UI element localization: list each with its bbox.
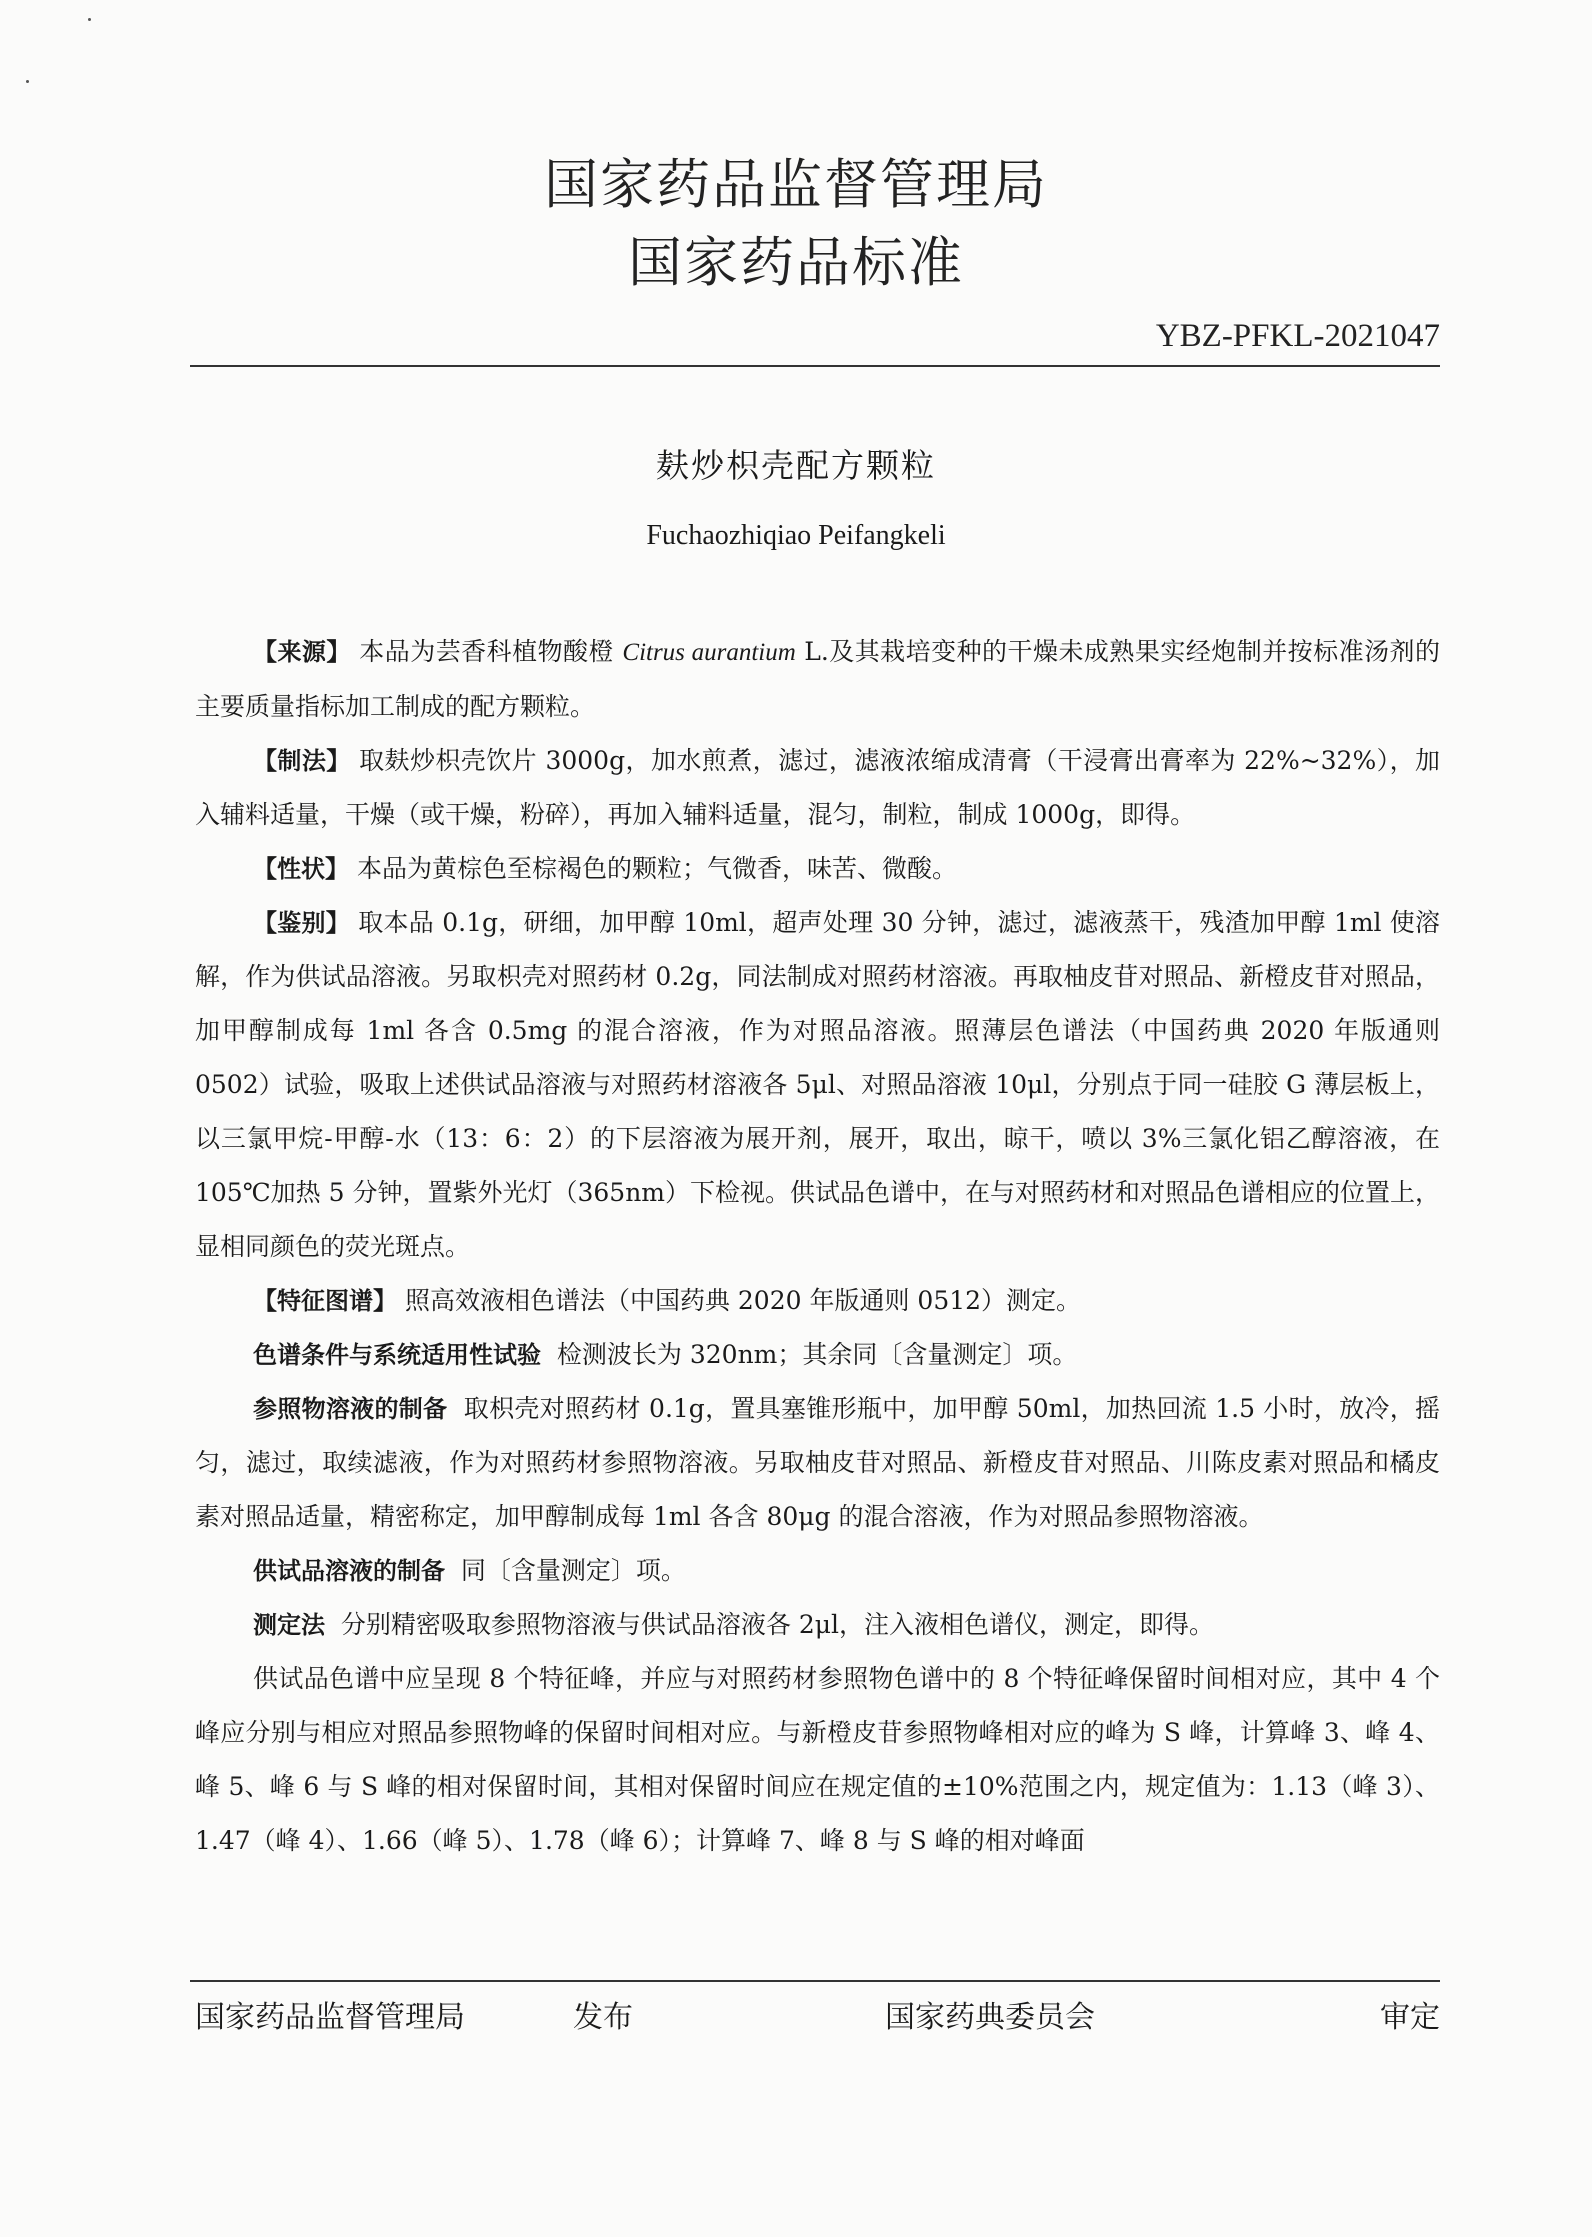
- footer-divider: [190, 1980, 1440, 1982]
- scan-speck: [26, 80, 29, 83]
- subsection-assay: [195, 1598, 1440, 1652]
- reviewer-name: 国家药典委员会: [885, 2000, 1095, 2035]
- section-identification: [195, 896, 1440, 1274]
- section-text: 照高效液相色谱法（中国药典 2020 年版通则 0512）测定。: [404, 1286, 1082, 1315]
- document-body: [195, 625, 1440, 1868]
- standard-type: 国家药品标准: [628, 231, 964, 294]
- subsection-label: 色谱条件与系统适用性试验: [253, 1341, 541, 1369]
- section-text: 本品为黄棕色至棕褐色的颗粒；气微香，味苦、微酸。: [356, 854, 957, 883]
- section-text: 取麸炒枳壳饮片 3000g，加水煎煮，滤过，滤液浓缩成清膏（干浸膏出膏率为 22%~32%），加入辅料适量，干燥（或干燥，粉碎），再加入辅料适量，混匀，制粒，制成 1000g，即得。: [195, 746, 1440, 829]
- subsection-reference-prep: [195, 1382, 1440, 1544]
- subsection-conditions: [195, 1328, 1440, 1382]
- subsection-text: 分别精密吸取参照物溶液与供试品溶液各 2μl，注入液相色谱仪，测定，即得。: [340, 1610, 1215, 1639]
- product-title-en: Fuchaozhiqiao Peifangkeli: [646, 520, 946, 551]
- product-title-cn: 麸炒枳壳配方颗粒: [656, 446, 936, 485]
- subsection-label: 参照物溶液的制备: [253, 1395, 448, 1423]
- publisher-name: 国家药品监督管理局: [195, 2000, 465, 2035]
- section-text: L.及其栽培变种的干燥未成熟果实经炮制并按标准汤剂的主要质量指标加工制成的配方颗粒。: [195, 637, 1441, 721]
- issuing-authority: 国家药品监督管理局: [544, 153, 1048, 216]
- section-method: [195, 734, 1440, 842]
- latin-name: Citrus aurantium: [622, 639, 796, 666]
- document-header: [0, 150, 1592, 298]
- section-text: 取本品 0.1g，研细，加甲醇 10ml，超声处理 30 分钟，滤过，滤液蒸干，残渣加甲醇 1ml 使溶解，作为供试品溶液。另取枳壳对照药材 0.2g，同法制成对照药材溶液。再取柚皮苷对照品、新橙皮苷对照品，加甲醇制成每 1ml 各含 0.5mg 的混合溶液，作为对照品溶液。照薄层色谱法（中国药典 2020 年版通则 0502）试验，吸取上述供试品溶液与对照药材溶液各 5μl、对照品溶液 10μl，分别点于同一硅胶 G 薄层板上，以三氯甲烷-甲醇-水（13：6：2）的下层溶液为展开剂，展开，取出，晾干，喷以 3%三氯化铝乙醇溶液，在 105℃加热 5 分钟，置紫外光灯（365nm）下检视。供试品色谱中，在与对照药材和对照品色谱相应的位置上，显相同颜色的荧光斑点。: [195, 908, 1441, 1261]
- subsection-text: 同〔含量测定〕项。: [460, 1556, 686, 1585]
- subsection-label: 供试品溶液的制备: [253, 1557, 445, 1585]
- review-label: 审定: [1380, 2000, 1440, 2035]
- subsection-sample-prep: [195, 1544, 1440, 1598]
- section-character: [195, 842, 1440, 896]
- document-footer: [195, 1992, 1440, 2036]
- publish-label: 发布: [573, 2000, 633, 2035]
- section-tag: 【来源】: [253, 638, 351, 666]
- header-divider: [190, 365, 1440, 367]
- subsection-label: 测定法: [253, 1611, 325, 1639]
- subsection-text: 取枳壳对照药材 0.1g，置具塞锥形瓶中，加甲醇 50ml，加热回流 1.5 小时，放冷，摇匀，滤过，取续滤液，作为对照药材参照物溶液。另取柚皮苷对照品、新橙皮苷对照品、川陈皮素对照品和橘皮素对照品适量，精密称定，加甲醇制成每 1ml 各含 80μg 的混合溶液，作为对照品参照物溶液。: [195, 1394, 1441, 1531]
- paragraph-result: [195, 1652, 1440, 1868]
- subsection-text: 检测波长为 320nm；其余同〔含量测定〕项。: [556, 1340, 1078, 1369]
- section-tag: 【制法】: [253, 747, 351, 775]
- section-tag: 【特征图谱】: [253, 1287, 397, 1315]
- paragraph-text: 供试品色谱中应呈现 8 个特征峰，并应与对照药材参照物色谱中的 8 个特征峰保留时间相对应，其中 4 个峰应分别与相应对照品参照物峰的保留时间相对应。与新橙皮苷参照物峰相对应的峰为 S 峰，计算峰 3、峰 4、峰 5、峰 6 与 S 峰的相对保留时间，其相对保留时间应在规定值的±10%范围之内，规定值为：1.13（峰 3）、1.47（峰 4）、1.66（峰 5）、1.78（峰 6）；计算峰 7、峰 8 与 S 峰的相对峰面: [195, 1664, 1440, 1855]
- section-tag: 【性状】: [253, 855, 349, 883]
- section-text: 本品为芸香科植物酸橙: [359, 637, 623, 666]
- scan-speck: [88, 18, 91, 21]
- standard-code: YBZ-PFKL-2021047: [1155, 318, 1440, 354]
- section-source: [195, 625, 1440, 734]
- section-fingerprint: [195, 1274, 1440, 1328]
- section-tag: 【鉴别】: [253, 909, 351, 937]
